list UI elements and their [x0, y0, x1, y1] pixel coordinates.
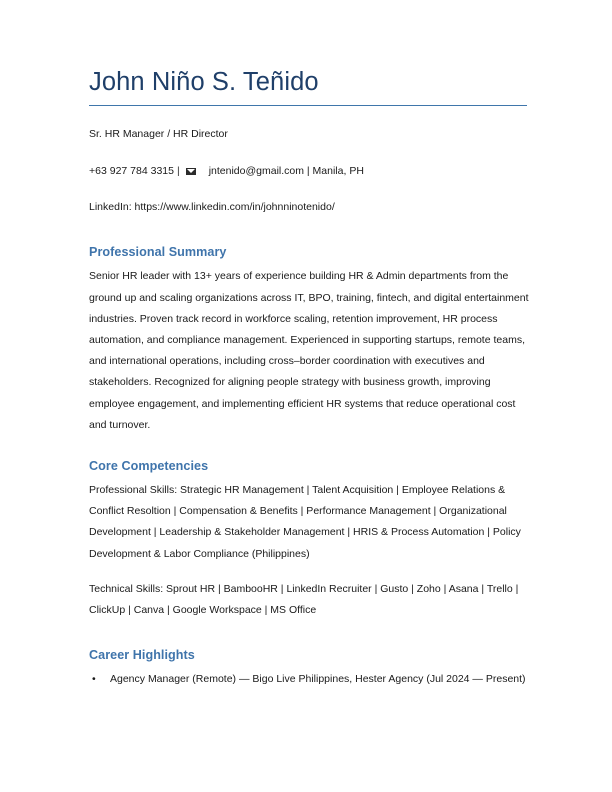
career-highlights-list — [89, 669, 527, 690]
email-address: jntenido@gmail.com | Manila, PH — [208, 164, 364, 177]
summary-text: Senior HR leader with 13+ years of experience building HR & Admin departments from the ground up and scaling organizations across IT, BPO, training, fintech, and digital entertainment industries. Proven track record in workforce scaling, retention improvement, HR process automation, and compliance management. Experienced in supporting startups, remote teams, and international operations, including cross–border coordination with executives and stakeholders. Recognized for aligning people strategy with business growth, improving employee engagement, and implementing efficient HR systems that reduce operational cost and turnover. — [89, 270, 529, 431]
professional-skills-text: Professional Skills: Strategic HR Management | Talent Acquisition | Employee Relations & Conflict Resoltion | Compensation & Benefits | Performance Management | Organizational Development | Leadership & Stakeholder Management | HRIS & Process Automation | Policy Development & Labor Compliance (Philippines) — [89, 483, 521, 560]
section-heading-highlights: Career Highlights — [89, 648, 195, 663]
section-heading-summary: Professional Summary — [89, 245, 227, 260]
linkedin-url[interactable]: LinkedIn: https://www.linkedin.com/in/johnninotenido/ — [89, 200, 335, 213]
career-highlights-section — [89, 648, 527, 690]
technical-skills-text: Technical Skills: Sprout HR | BambooHR | LinkedIn Recruiter | Gusto | Zoho | Asana | Trello | ClickUp | Canva | Google Workspace | MS Office — [89, 582, 519, 616]
phone-number: +63 927 784 3315 — [89, 164, 174, 177]
list-item: • Agency Manager (Remote) — Bigo Live Philippines, Hester Agency (Jul 2024 — Present) — [89, 669, 540, 690]
candidate-name: John Niño S. Teñido — [89, 68, 319, 96]
contact-line — [89, 164, 527, 180]
envelope-icon — [186, 168, 196, 176]
candidate-title: Sr. HR Manager / HR Director — [89, 128, 228, 141]
contact-separator: | — [176, 164, 180, 177]
professional-summary-section — [89, 245, 527, 436]
header-divider — [89, 105, 527, 106]
core-competencies-section — [89, 459, 527, 621]
section-heading-competencies: Core Competencies — [89, 458, 209, 473]
